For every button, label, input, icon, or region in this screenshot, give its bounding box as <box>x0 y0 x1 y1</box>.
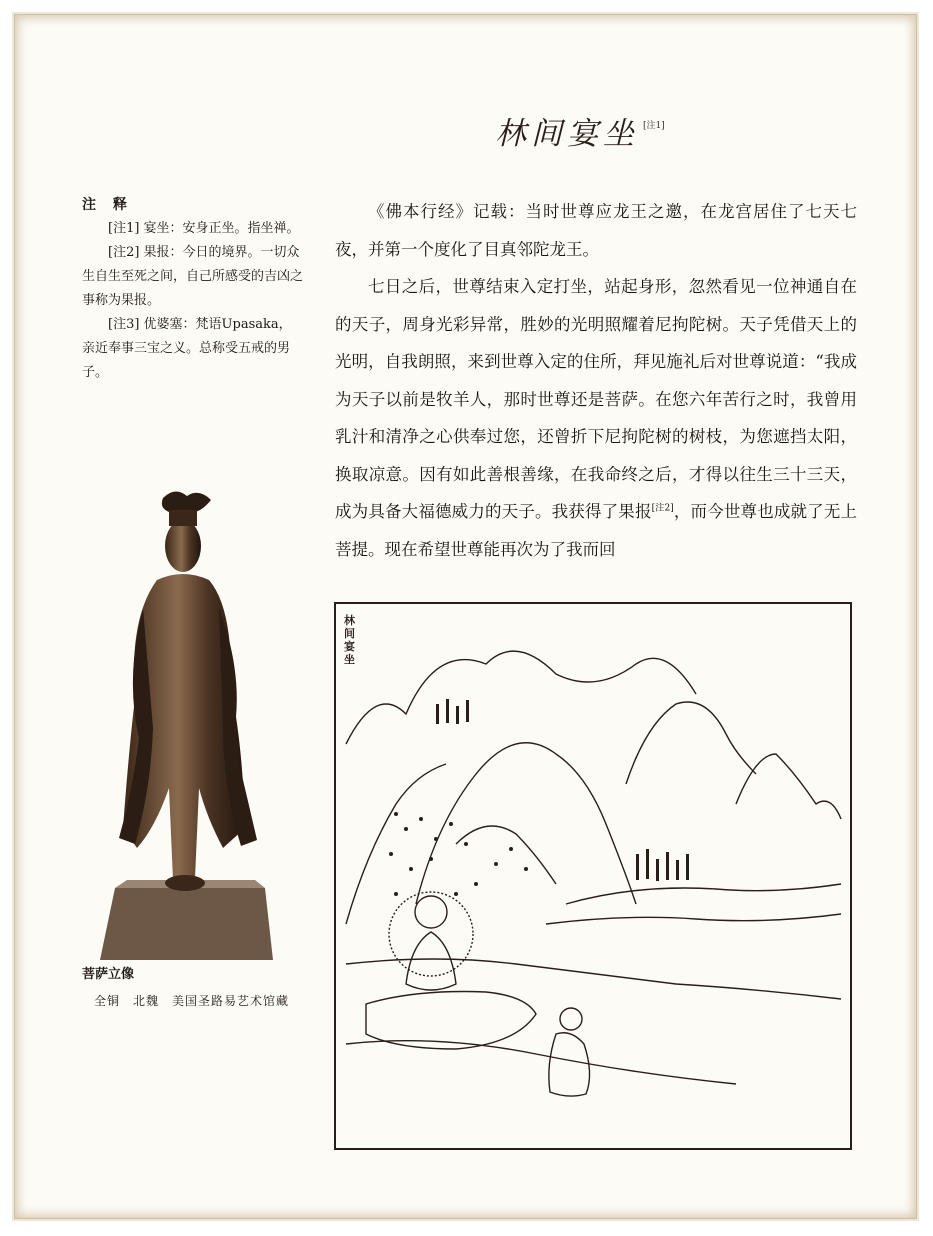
paragraph-2-text-a: 七日之后，世尊结束入定打坐，站起身形，忽然看见一位神通自在的天子，周身光彩异常，胜妙的光明照耀着尼拘陀树。天子凭借天上的光明，自我朗照，来到世尊入定的住所，拜见施礼后对世尊说道：“我成为天子以前是牧羊人，那时世尊还是菩萨。在您六年苦行之时，我曾用乳汁和清净之心供奉过您，还曾折下尼拘陀树的树枝，为您遮挡太阳，换取凉意。因有如此善根善缘，在我命终之后，才得以往生三十三天，成为具备大福德威力的天子。我获得了果报 <box>335 277 857 521</box>
page-title <box>495 108 665 153</box>
notes-panel <box>82 193 304 385</box>
paragraph-2-text-b: ，而今世尊也成就了无上菩提。现在希望世尊能再次为了我而回 <box>335 502 858 559</box>
bodhisattva-statue-image <box>95 488 280 960</box>
main-text <box>335 193 857 568</box>
footnote-marker: [注2] <box>651 503 674 514</box>
woodblock-illustration <box>334 602 852 1150</box>
title-text: 林间宴坐 <box>495 116 639 152</box>
note-item-1 <box>82 217 304 241</box>
mountain-ridge <box>346 651 696 744</box>
caption-detail: 全铜 北魏 美国圣路易艺术馆藏 <box>94 994 290 1008</box>
note-item-2 <box>82 241 304 313</box>
paragraph-1: 《佛本行经》记载：当时世尊应龙王之邀，在龙宫居住了七天七夜，并第一个度化了目真邻陀龙王。 <box>335 202 857 259</box>
note-text: [注2] 果报：今日的境界。一切众生自生至死之间，自己所感受的吉凶之事称为果报。 <box>82 245 304 308</box>
title-note-marker: [注1] <box>643 121 665 131</box>
caption-title: 菩萨立像 <box>82 967 135 982</box>
statue-caption <box>82 962 322 1014</box>
paragraph-2 <box>335 268 857 568</box>
landscape-illustration <box>336 604 850 1148</box>
note-item-3 <box>82 313 304 385</box>
illustration-label: 林间宴坐 <box>344 614 355 666</box>
note-text: [注3] 优婆塞：梵语Upasaka，亲近奉事三宝之义。总称受五戒的男子。 <box>82 317 292 380</box>
notes-heading: 注 释 <box>82 197 133 213</box>
statue-figure <box>95 488 280 960</box>
note-text: [注1] 宴坐：安身正坐。指坐禅。 <box>108 221 300 236</box>
